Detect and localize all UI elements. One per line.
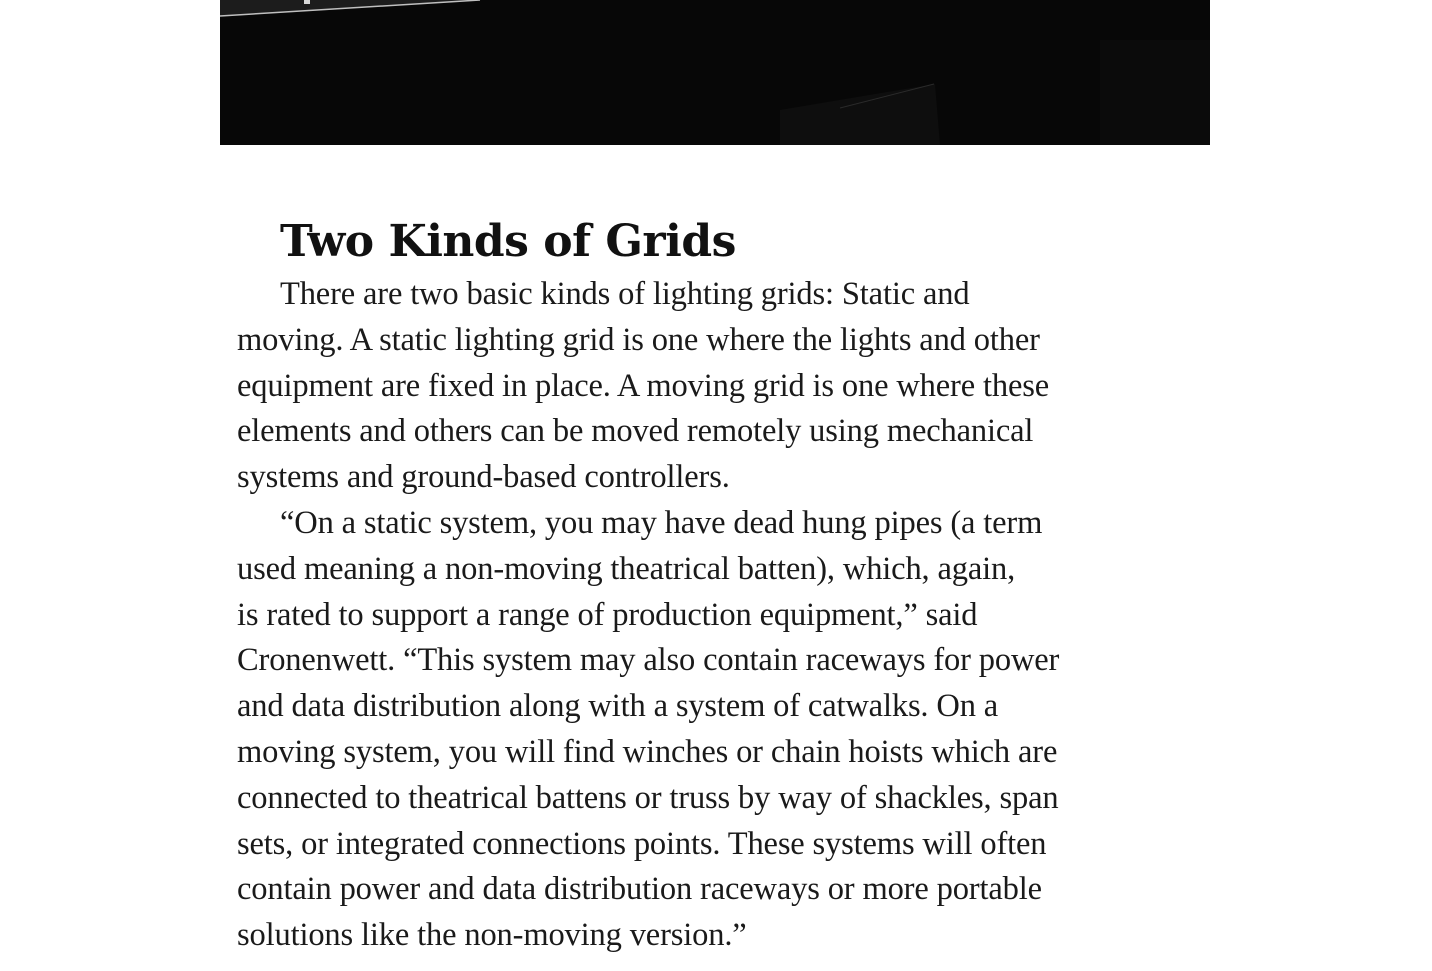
paragraph-2 [237,501,1187,959]
paragraph-line: contain power and data distribution raceways or more portable [237,871,1042,908]
article [237,212,1187,959]
paragraph-line: used meaning a non-moving theatrical batten), which, again, [237,550,1016,587]
paragraph-line: equipment are fixed in place. A moving grid is one where these [237,367,1049,404]
paragraph-line: is rated to support a range of production equipment,” said [237,596,978,633]
paragraph-line: elements and others can be moved remotely using mechanical [237,413,1034,450]
paragraph-line: and data distribution along with a system of catwalks. On a [237,688,999,725]
paragraph-line: There are two basic kinds of lighting grids: Static and [280,276,970,312]
paragraph-line: connected to theatrical battens or truss by way of shackles, span [237,779,1059,816]
stage-photo [220,0,1210,145]
paragraph-line: sets, or integrated connections points. These systems will often [237,825,1047,862]
section-heading: Two Kinds of Grids [280,216,736,267]
paragraph-line: moving system, you will find winches or chain hoists which are [237,733,1058,770]
paragraph-line: Cronenwett. “This system may also contain raceways for power [237,642,1060,679]
paragraph-line: solutions like the non-moving version.” [237,917,747,954]
paragraph-line: systems and ground-based controllers. [237,459,730,496]
paragraph-line: moving. A static lighting grid is one where the lights and other [237,321,1040,358]
stage-photo-image [220,0,1210,145]
paragraph-1 [237,272,1187,501]
paragraph-line: “On a static system, you may have dead hung pipes (a term [280,504,1043,541]
